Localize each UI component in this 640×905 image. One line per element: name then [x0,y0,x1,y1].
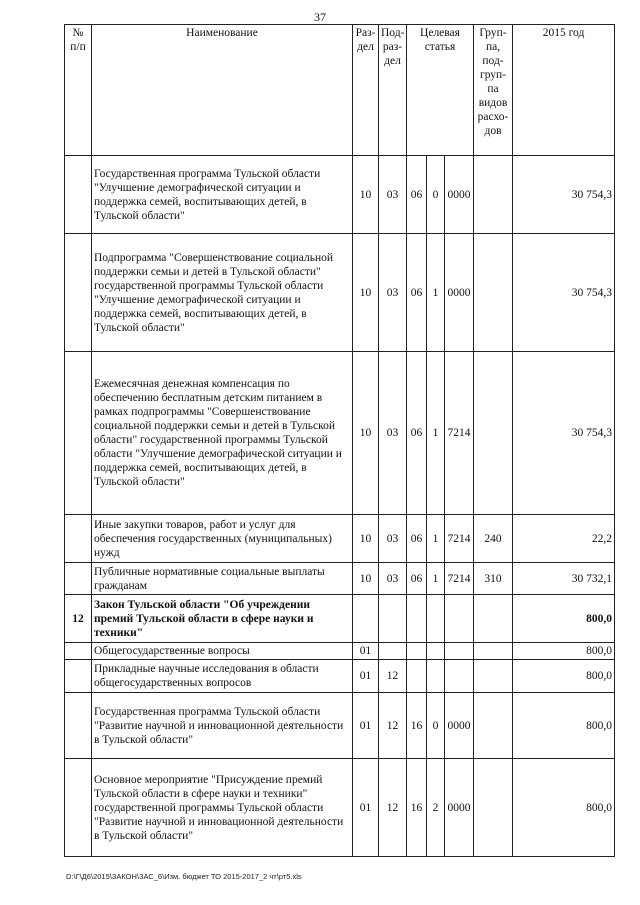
row-amount: 800,0 [513,693,615,759]
row-target-subprogram [427,660,445,693]
row-podrazdel: 03 [379,156,407,234]
header-podrazdel: Под-раз-дел [379,25,407,156]
row-target-program: 06 [407,234,427,352]
row-podrazdel [379,595,407,643]
table-row [65,595,615,643]
header-group: Груп-па, под-груп-па видов расхо-дов [474,25,513,156]
row-group [474,156,513,234]
page-number: 37 [314,10,326,24]
row-target-program [407,643,427,660]
table-row [65,156,615,234]
row-num [65,693,92,759]
row-group [474,643,513,660]
row-podrazdel: 03 [379,515,407,563]
row-target-program: 06 [407,563,427,595]
row-podrazdel: 03 [379,234,407,352]
row-num [65,352,92,515]
row-target-program [407,595,427,643]
row-num [65,563,92,595]
row-num [65,234,92,352]
row-target-code [445,660,474,693]
row-target-subprogram: 1 [427,234,445,352]
table-row [65,643,615,660]
row-target-subprogram: 1 [427,563,445,595]
row-name: Прикладные научные исследования в области общегосударственных вопросов [92,660,353,693]
header-num: № п/п [65,25,92,156]
row-group [474,759,513,857]
row-razdel: 01 [353,759,379,857]
row-razdel: 10 [353,156,379,234]
table-header-row [65,25,615,156]
row-target-code: 0000 [445,156,474,234]
row-num [65,643,92,660]
row-target-subprogram [427,595,445,643]
row-num [65,156,92,234]
row-razdel: 10 [353,234,379,352]
row-group [474,595,513,643]
row-target-program: 06 [407,515,427,563]
row-target-subprogram: 1 [427,352,445,515]
table-row [65,234,615,352]
row-target-subprogram: 2 [427,759,445,857]
row-name: Публичные нормативные социальные выплаты гражданам [92,563,353,595]
row-name: Основное мероприятие "Присуждение премий Тульской области в сфере науки и техники" государственной программы Тульской области "Развитие научной и инновационной деятельности в Тульской области" [92,759,353,857]
file-path-footer: D:\Г\Д6\2015\ЗАКОН\ЗАС_6\Изм. бюджет ТО 2015-2017_2 чт\рт5.xls [66,872,302,881]
row-amount: 30 732,1 [513,563,615,595]
row-target-subprogram [427,643,445,660]
row-name: Подпрограмма "Совершенствование социальной поддержки семьи и детей в Тульской области" государственной программы Тульской области "Улучшение демографической ситуации и поддержка семей, воспитывающих детей, в Тульской области" [92,234,353,352]
row-razdel: 10 [353,352,379,515]
row-target-program: 06 [407,156,427,234]
row-target-code: 7214 [445,515,474,563]
row-podrazdel: 12 [379,693,407,759]
row-name: Общегосударственные вопросы [92,643,353,660]
row-podrazdel: 12 [379,759,407,857]
row-target-code: 0000 [445,234,474,352]
row-amount: 800,0 [513,759,615,857]
row-target-code: 7214 [445,563,474,595]
row-amount: 30 754,3 [513,156,615,234]
row-group [474,693,513,759]
row-amount: 22,2 [513,515,615,563]
row-group: 240 [474,515,513,563]
row-target-subprogram: 0 [427,156,445,234]
row-name: Государственная программа Тульской области "Улучшение демографической ситуации и поддержка семей, воспитывающих детей, в Тульской области" [92,156,353,234]
row-group [474,234,513,352]
row-group [474,352,513,515]
row-target-program: 06 [407,352,427,515]
row-razdel [353,595,379,643]
row-target-subprogram: 1 [427,515,445,563]
row-name: Иные закупки товаров, работ и услуг для обеспечения государственных (муниципальных) нужд [92,515,353,563]
table-row [65,515,615,563]
header-razdel: Раз-дел [353,25,379,156]
row-razdel: 01 [353,693,379,759]
row-amount: 30 754,3 [513,352,615,515]
row-target-code [445,595,474,643]
row-amount: 30 754,3 [513,234,615,352]
row-razdel: 10 [353,563,379,595]
row-target-code: 0000 [445,693,474,759]
row-group: 310 [474,563,513,595]
row-podrazdel: 03 [379,352,407,515]
row-amount: 800,0 [513,595,615,643]
row-podrazdel: 03 [379,563,407,595]
row-amount: 800,0 [513,660,615,693]
table-row [65,352,615,515]
row-razdel: 10 [353,515,379,563]
row-target-code: 7214 [445,352,474,515]
row-name: Закон Тульской области "Об учреждении премий Тульской области в сфере науки и техники" [92,595,353,643]
row-group [474,660,513,693]
header-year: 2015 год [513,25,615,156]
header-target: Целевая статья [407,25,474,156]
row-razdel: 01 [353,660,379,693]
row-podrazdel [379,643,407,660]
row-amount: 800,0 [513,643,615,660]
row-razdel: 01 [353,643,379,660]
row-num: 12 [65,595,92,643]
table-row [65,759,615,857]
row-target-code: 0000 [445,759,474,857]
row-target-program: 16 [407,759,427,857]
row-target-program: 16 [407,693,427,759]
table-row [65,693,615,759]
row-name: Ежемесячная денежная компенсация по обеспечению бесплатным детским питанием в рамках подпрограммы "Совершенствование социальной поддержки семьи и детей в Тульской области" государственной программы Тульской области "Улучшение демографической ситуации и поддержка семей, воспитывающих детей, в Тульской области" [92,352,353,515]
row-target-program [407,660,427,693]
table-row [65,563,615,595]
row-num [65,759,92,857]
row-num [65,515,92,563]
row-target-subprogram: 0 [427,693,445,759]
budget-table [64,24,615,857]
row-target-code [445,643,474,660]
row-name: Государственная программа Тульской области "Развитие научной и инновационной деятельности в Тульской области" [92,693,353,759]
row-num [65,660,92,693]
table-row [65,660,615,693]
row-podrazdel: 12 [379,660,407,693]
header-name: Наименование [92,25,353,156]
